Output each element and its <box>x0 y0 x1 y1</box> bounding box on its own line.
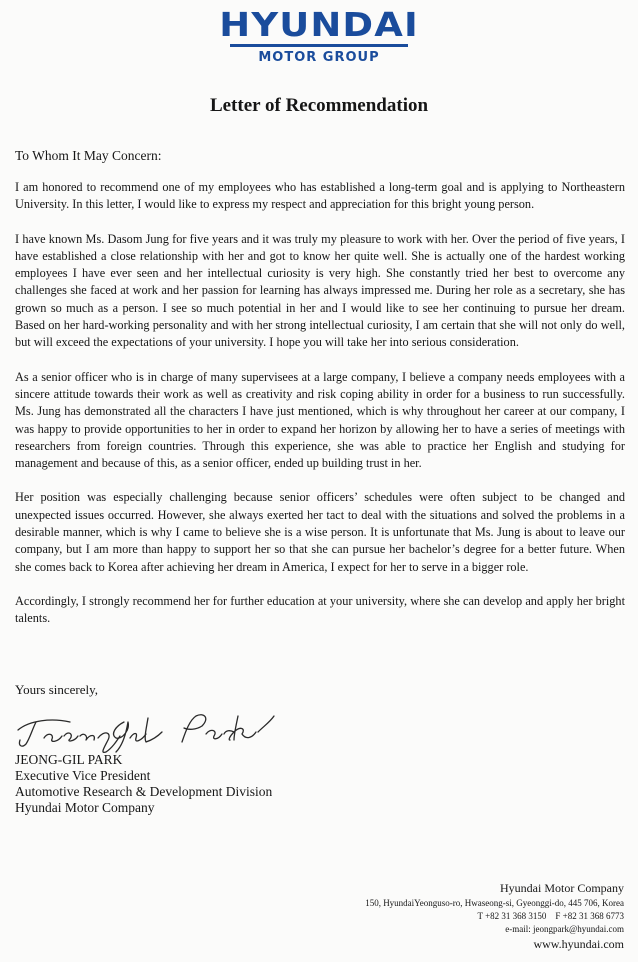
footer-phone: T +82 31 368 3150 <box>477 911 547 921</box>
closing: Yours sincerely, <box>15 682 99 697</box>
signer-title: Executive Vice President <box>15 768 151 783</box>
paragraph-5: Accordingly, I strongly recommend her for further education at your university, where she can develop and apply her bright talents. <box>15 593 625 626</box>
logo-subtitle: MOTOR GROUP <box>258 50 380 65</box>
footer-contact <box>365 910 624 923</box>
footer-fax: F +82 31 368 6773 <box>555 911 624 921</box>
signer-name: JEONG-GIL PARK <box>15 752 123 767</box>
letter-title: Letter of Recommendation <box>209 95 429 116</box>
footer-email: e-mail: jeongpark@hyundai.com <box>505 924 624 934</box>
letterhead-footer <box>365 880 624 952</box>
company-logo <box>0 5 638 65</box>
paragraph-2: I have known Ms. Dasom Jung for five years and it was truly my pleasure to work with her. Over the period of five years, I have established a close relationship with her and got to know her quite well. She is actually one of the hardest working employees I have ever seen and her intellectual curiosity is very high. She constantly tried her best to overcome any challenges she faced at work and her passion for learning has always impressed me. During her role as a secretary, she has grown so much as a person. I see so much potential in her and I would like to see her continuing to pursue her dream. Based on her hard-working personality and with her strong intellectual curiosity, I am certain that she will not only do well, but will exceed the expectations of your university. I hope you will take her into serious consideration. <box>15 231 625 350</box>
paragraph-1: I am honored to recommend one of my employees who has established a long-term goal and is applying to Northeastern University. In this letter, I would like to express my respect and appreciation for this bright young person. <box>15 180 625 212</box>
logo-rule <box>230 44 408 47</box>
signer-company: Hyundai Motor Company <box>15 800 155 815</box>
signature-icon <box>12 708 282 756</box>
signer-block <box>15 752 272 816</box>
logo-wordmark: HYUNDAI <box>219 5 419 44</box>
footer-company: Hyundai Motor Company <box>500 881 624 895</box>
footer-website: www.hyundai.com <box>533 937 624 951</box>
footer-address: 150, HyundaiYeonguso-ro, Hwaseong-si, Gyeonggi-do, 445 706, Korea <box>365 898 624 908</box>
paragraph-4: Her position was especially challenging because senior officers’ schedules were often subject to be changed and unexpected issues occurred. However, she always exerted her tact to deal with the situations and solved the problems in a desirable manner, which is why I came to believe she is a wise person. It is unfortunate that Ms. Jung is about to leave our company, but I am more than happy to support her so that she can pursue her bachelor’s degree for a better future. When she comes back to Korea after achieving her dream in America, I expect for her to serve in a bigger role. <box>15 490 625 574</box>
salutation: To Whom It May Concern: <box>15 148 162 163</box>
paragraph-3: As a senior officer who is in charge of many supervisees at a large company, I believe a company needs employees with a sincere attitude towards their work as well as creativity and risk coping ability in order for a business to run successfully. Ms. Jung has demonstrated all the characters I have just mentioned, which is why throughout her career at our company, I was happy to provide opportunities to her in order to expand her horizon by allowing her to have a series of meetings with researchers from foreign countries. Through this experience, she was able to practice her English and studying for management and because of this, as a senior officer, ended up building trust in her. <box>15 369 625 471</box>
letter-body <box>15 179 625 645</box>
signer-division: Automotive Research & Development Division <box>15 784 273 799</box>
